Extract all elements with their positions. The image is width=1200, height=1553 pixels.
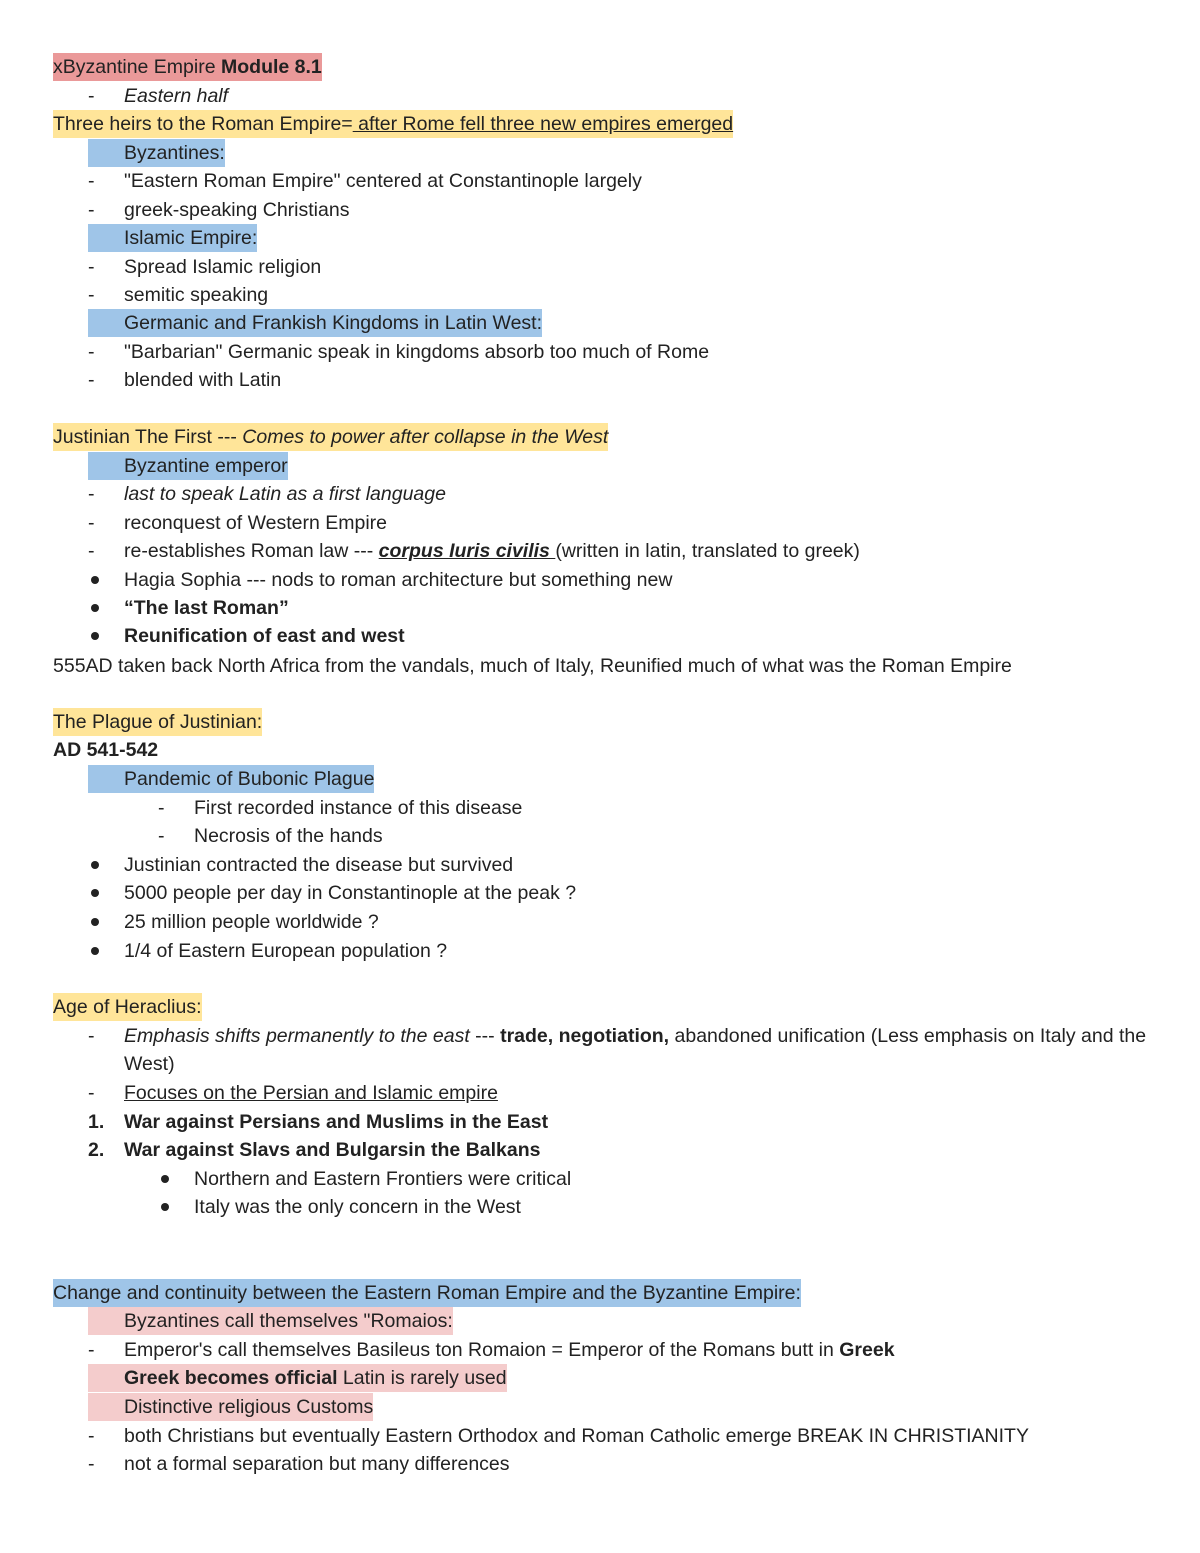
list-item-text: War against Slavs and Bulgarsin the Balkans (124, 1139, 541, 1161)
list-item-text: Germanic and Frankish Kingdoms in Latin West: (88, 309, 542, 337)
plague-heading-text: The Plague of Justinian: (53, 708, 262, 736)
list-item-text: Byzantines: (88, 139, 225, 167)
list-item-text: "Barbarian" Germanic speak in kingdoms absorb too much of Rome (124, 341, 710, 363)
list-item-text: First recorded instance of this disease (194, 797, 523, 819)
list-item-text: Eastern half (124, 85, 229, 107)
dash-marker: - (88, 284, 95, 306)
list-item-text: Justinian contracted the disease but survived (124, 854, 514, 876)
bullet-marker (91, 851, 119, 879)
number-marker: 2. (88, 1139, 105, 1161)
list-item-text: 5000 people per day in Constantinople at the peak ? (124, 882, 577, 904)
bullet-marker (91, 879, 119, 907)
list-item-text: not a formal separation but many differences (124, 1453, 510, 1475)
list-item-bold: Greek (839, 1339, 895, 1361)
dash-marker: - (88, 540, 95, 562)
list-item-text: abandoned unification (Less emphasis on Italy and the West) (124, 1025, 1147, 1075)
dash-marker: - (88, 483, 95, 505)
title-module: Module 8.1 (221, 56, 322, 78)
dash-marker: - (88, 1453, 95, 1475)
bullet-marker (161, 1193, 189, 1221)
justinian-heading-italic: Comes to power after collapse in the West (242, 426, 609, 448)
list-item-text: Byzantines call themselves "Romaios: (88, 1307, 453, 1335)
list-item-text: re-establishes Roman law --- (124, 540, 379, 562)
dash-marker: - (158, 825, 165, 847)
page-title (53, 53, 322, 81)
bullet-marker (91, 566, 119, 594)
justinian-heading-text: Justinian The First --- (53, 426, 243, 448)
list-item-text: last to speak Latin as a first language (124, 483, 446, 505)
dash-marker: - (88, 512, 95, 534)
heraclius-heading-text: Age of Heraclius: (53, 993, 202, 1021)
list-item-text: 1/4 of Eastern European population ? (124, 940, 448, 962)
list-item-text: semitic speaking (124, 284, 269, 306)
title-prefix: xByzantine Empire (53, 56, 221, 78)
dash-marker: - (88, 256, 95, 278)
list-item-text: Necrosis of the hands (194, 825, 383, 847)
list-item-text: “The last Roman” (124, 597, 289, 619)
list-item-text: "Eastern Roman Empire" centered at Constantinople largely (124, 170, 642, 192)
list-item-bold: Greek becomes official (124, 1367, 338, 1389)
list-item-text: --- (469, 1025, 501, 1047)
paragraph-text: 555AD taken back North Africa from the vandals, much of Italy, Reunified much of what was the Roman Empire (53, 655, 1012, 677)
bullet-marker (91, 937, 119, 965)
heirs-heading-underlined: after Rome fell three new empires emerged (352, 113, 734, 135)
corpus-juris-term: corpus Iuris civilis (378, 540, 556, 562)
list-item-text: Islamic Empire: (88, 224, 257, 252)
list-item-text: Northern and Eastern Frontiers were critical (194, 1168, 572, 1190)
dash-marker: - (88, 1082, 95, 1104)
dash-marker: - (158, 797, 165, 819)
list-item-text: reconquest of Western Empire (124, 512, 388, 534)
list-item-text: both Christians but eventually Eastern Orthodox and Roman Catholic emerge BREAK IN CHRISTIANITY (124, 1425, 1029, 1447)
list-item-text: Emperor's call themselves Basileus ton Romaion = Emperor of the Romans butt in (124, 1339, 840, 1361)
plague-date-text: AD 541-542 (53, 739, 159, 761)
dash-marker: - (88, 341, 95, 363)
list-item-text: Pandemic of Bubonic Plague (88, 765, 374, 793)
list-item-bold: trade, negotiation, (500, 1025, 670, 1047)
list-item-text: Focuses on the Persian and Islamic empire (124, 1082, 498, 1104)
dash-marker: - (88, 199, 95, 221)
bullet-marker (161, 1165, 189, 1193)
dash-marker: - (88, 1025, 95, 1047)
bullet-marker (91, 622, 119, 650)
list-item-text: Latin is rarely used (337, 1367, 507, 1389)
dash-marker: - (88, 85, 95, 107)
dash-marker: - (88, 1425, 95, 1447)
heirs-heading-text: Three heirs to the Roman Empire= (53, 113, 353, 135)
list-item-text: greek-speaking Christians (124, 199, 350, 221)
list-item-text: blended with Latin (124, 369, 282, 391)
bullet-marker (91, 908, 119, 936)
list-item-text: Byzantine emperor (88, 452, 288, 480)
list-item-text: Hagia Sophia --- nods to roman architecture but something new (124, 569, 673, 591)
list-item-text: 25 million people worldwide ? (124, 911, 379, 933)
list-item-italic: Emphasis shifts permanently to the east (124, 1025, 470, 1047)
list-item-text: Spread Islamic religion (124, 256, 322, 278)
list-item-text: (written in latin, translated to greek) (555, 540, 860, 562)
list-item-text: Distinctive religious Customs (88, 1393, 373, 1421)
list-item-text: War against Persians and Muslims in the East (124, 1111, 549, 1133)
change-heading-text: Change and continuity between the Eastern Roman Empire and the Byzantine Empire: (53, 1279, 801, 1307)
dash-marker: - (88, 369, 95, 391)
bullet-marker (91, 594, 119, 622)
number-marker: 1. (88, 1111, 105, 1133)
dash-marker: - (88, 1339, 95, 1361)
list-item-text: Reunification of east and west (124, 625, 405, 647)
dash-marker: - (88, 170, 95, 192)
list-item-text: Italy was the only concern in the West (194, 1196, 521, 1218)
